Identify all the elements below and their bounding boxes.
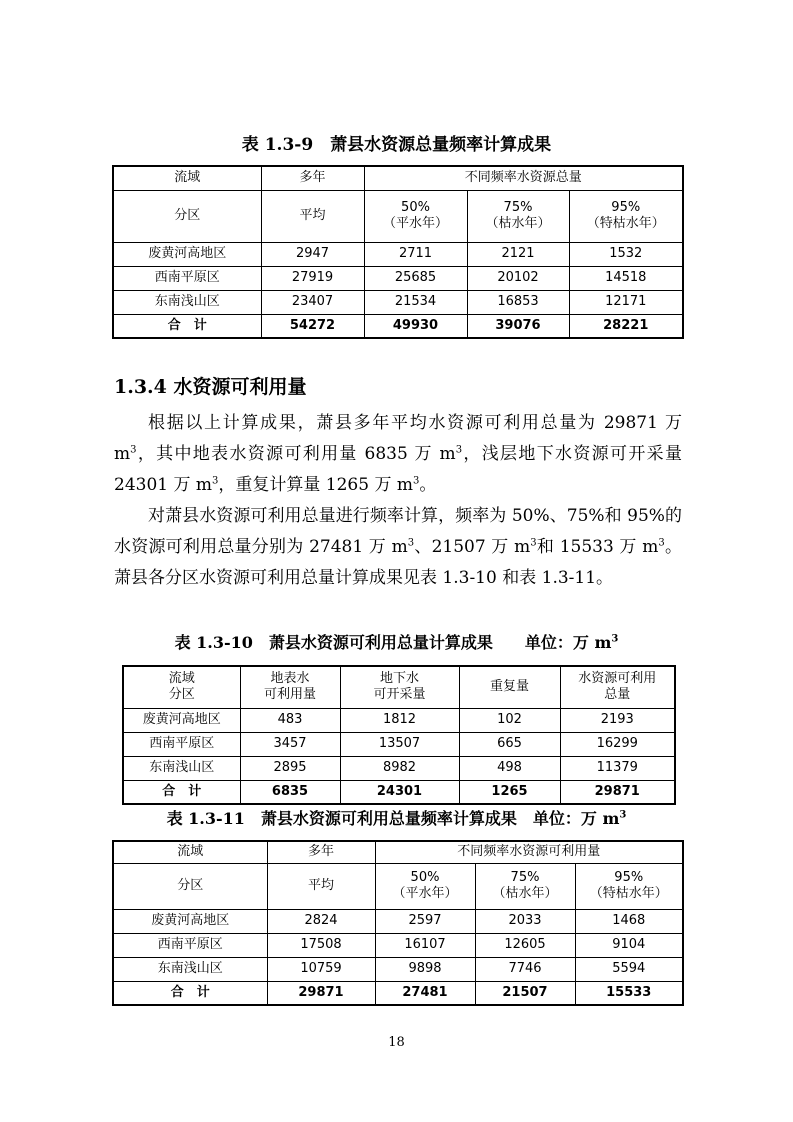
- t2-cell: 102: [459, 708, 560, 732]
- t2-cell: 2895: [240, 756, 340, 780]
- section-title: 1.3.4 水资源可利用量: [114, 376, 307, 398]
- table-row: [123, 708, 675, 732]
- t1-h-freq-95: 95% （特枯水年）: [569, 190, 683, 242]
- t1-cell: 25685: [364, 266, 467, 290]
- t1-cell: 27919: [261, 266, 364, 290]
- t2-total-cell: 6835: [240, 780, 340, 804]
- t3-total-cell: 29871: [267, 981, 375, 1005]
- body-paragraphs: [114, 408, 682, 594]
- t2-total-cell: 29871: [560, 780, 675, 804]
- t2-cell: 483: [240, 708, 340, 732]
- t1-region: 废黄河高地区: [113, 242, 261, 266]
- t2-h-total: 水资源可利用 总量: [560, 666, 675, 708]
- paragraph-1: 根据以上计算成果，萧县多年平均水资源可利用总量为 29871 万 $m^3$，其中地表水资源可利用量 6835 万 $m^3$，浅层地下水资源可开采量 24301 万 $m^3$，重复计算量 1265 万 $m^3$。: [114, 413, 682, 495]
- t3-cell: 2824: [267, 909, 375, 933]
- t1-total-cell: 39076: [467, 314, 569, 338]
- table-row: [113, 290, 683, 314]
- t3-h-freq-75: 75% （枯水年）: [475, 863, 575, 909]
- t3-h-multi: 多年: [267, 841, 375, 863]
- t2-total-label: 合 计: [123, 780, 240, 804]
- table-total-row: [113, 981, 683, 1005]
- t3-cell: 2597: [375, 909, 475, 933]
- table-row: [123, 756, 675, 780]
- t2-region: 废黄河高地区: [123, 708, 240, 732]
- t2-total-cell: 1265: [459, 780, 560, 804]
- t1-cell: 2711: [364, 242, 467, 266]
- t3-cell: 16107: [375, 933, 475, 957]
- t2-region: 西南平原区: [123, 732, 240, 756]
- paragraph-2: 对萧县水资源可利用总量进行频率计算，频率为 50%、75%和 95%的水资源可利用总量分别为 27481 万 $m^3$、21507 万 $m^3$和 15533 万 $m^3$。萧县各分区水资源可利用总量计算成果见表 1.3-10 和表 1.3-11。: [114, 506, 682, 588]
- table2: [122, 665, 676, 805]
- t3-h-basin: 流域: [113, 841, 267, 863]
- t1-total-label: 合 计: [113, 314, 261, 338]
- t2-region: 东南浅山区: [123, 756, 240, 780]
- t1-cell: 14518: [569, 266, 683, 290]
- t3-cell: 1468: [575, 909, 683, 933]
- t3-total-label: 合 计: [113, 981, 267, 1005]
- t2-cell: 16299: [560, 732, 675, 756]
- t3-region: 东南浅山区: [113, 957, 267, 981]
- t2-cell: 2193: [560, 708, 675, 732]
- t3-cell: 9104: [575, 933, 683, 957]
- table-row: [113, 909, 683, 933]
- t3-cell: 2033: [475, 909, 575, 933]
- t3-region: 西南平原区: [113, 933, 267, 957]
- table1-caption: 表 1.3-9 萧县水资源总量频率计算成果: [241, 135, 552, 155]
- t1-h-freq-50: 50% （平水年）: [364, 190, 467, 242]
- t1-h-multi: 多年: [261, 166, 364, 190]
- t3-total-cell: 27481: [375, 981, 475, 1005]
- t2-cell: 3457: [240, 732, 340, 756]
- t1-cell: 21534: [364, 290, 467, 314]
- t2-cell: 11379: [560, 756, 675, 780]
- t1-h-freq-75: 75% （枯水年）: [467, 190, 569, 242]
- t1-cell: 20102: [467, 266, 569, 290]
- t1-h-group: 不同频率水资源总量: [364, 166, 683, 190]
- t3-h-region: 分区: [113, 863, 267, 909]
- t2-cell: 8982: [340, 756, 459, 780]
- table-total-row: [113, 314, 683, 338]
- t2-total-cell: 24301: [340, 780, 459, 804]
- t3-cell: 5594: [575, 957, 683, 981]
- t3-region: 废黄河高地区: [113, 909, 267, 933]
- table3-caption: 表 1.3-11 萧县水资源可利用总量频率计算成果 单位：万 $m^3$: [166, 809, 627, 828]
- t1-total-cell: 28221: [569, 314, 683, 338]
- table-row: [123, 732, 675, 756]
- t1-total-cell: 49930: [364, 314, 467, 338]
- t1-cell: 16853: [467, 290, 569, 314]
- t3-h-freq-95: 95% （特枯水年）: [575, 863, 683, 909]
- table2-caption: 表 1.3-10 萧县水资源可利用总量计算成果 单位：万 $m^3$: [174, 633, 619, 652]
- table-row: [113, 957, 683, 981]
- table-row: [113, 242, 683, 266]
- t2-h-surface: 地表水 可利用量: [240, 666, 340, 708]
- t1-region: 东南浅山区: [113, 290, 261, 314]
- t3-cell: 12605: [475, 933, 575, 957]
- t1-h-basin: 流域: [113, 166, 261, 190]
- table-row: [113, 266, 683, 290]
- t1-total-cell: 54272: [261, 314, 364, 338]
- t2-h-repeat: 重复量: [459, 666, 560, 708]
- t1-cell: 12171: [569, 290, 683, 314]
- t1-region: 西南平原区: [113, 266, 261, 290]
- table-row: [113, 933, 683, 957]
- table3: [112, 840, 684, 1006]
- t3-cell: 7746: [475, 957, 575, 981]
- t2-h-basin-region: 流域 分区: [123, 666, 240, 708]
- t1-cell: 1532: [569, 242, 683, 266]
- t2-cell: 1812: [340, 708, 459, 732]
- t2-cell: 498: [459, 756, 560, 780]
- t1-h-avg: 平均: [261, 190, 364, 242]
- t3-cell: 9898: [375, 957, 475, 981]
- t2-cell: 13507: [340, 732, 459, 756]
- t1-cell: 23407: [261, 290, 364, 314]
- t1-cell: 2947: [261, 242, 364, 266]
- t3-total-cell: 21507: [475, 981, 575, 1005]
- t3-cell: 10759: [267, 957, 375, 981]
- t3-h-group: 不同频率水资源可利用量: [375, 841, 683, 863]
- t1-h-region: 分区: [113, 190, 261, 242]
- t3-total-cell: 15533: [575, 981, 683, 1005]
- t3-h-avg: 平均: [267, 863, 375, 909]
- t3-cell: 17508: [267, 933, 375, 957]
- table-total-row: [123, 780, 675, 804]
- table1: [112, 165, 684, 339]
- page-number: 18: [388, 1035, 405, 1050]
- t3-h-freq-50: 50% （平水年）: [375, 863, 475, 909]
- t2-h-ground: 地下水 可开采量: [340, 666, 459, 708]
- t2-cell: 665: [459, 732, 560, 756]
- t1-cell: 2121: [467, 242, 569, 266]
